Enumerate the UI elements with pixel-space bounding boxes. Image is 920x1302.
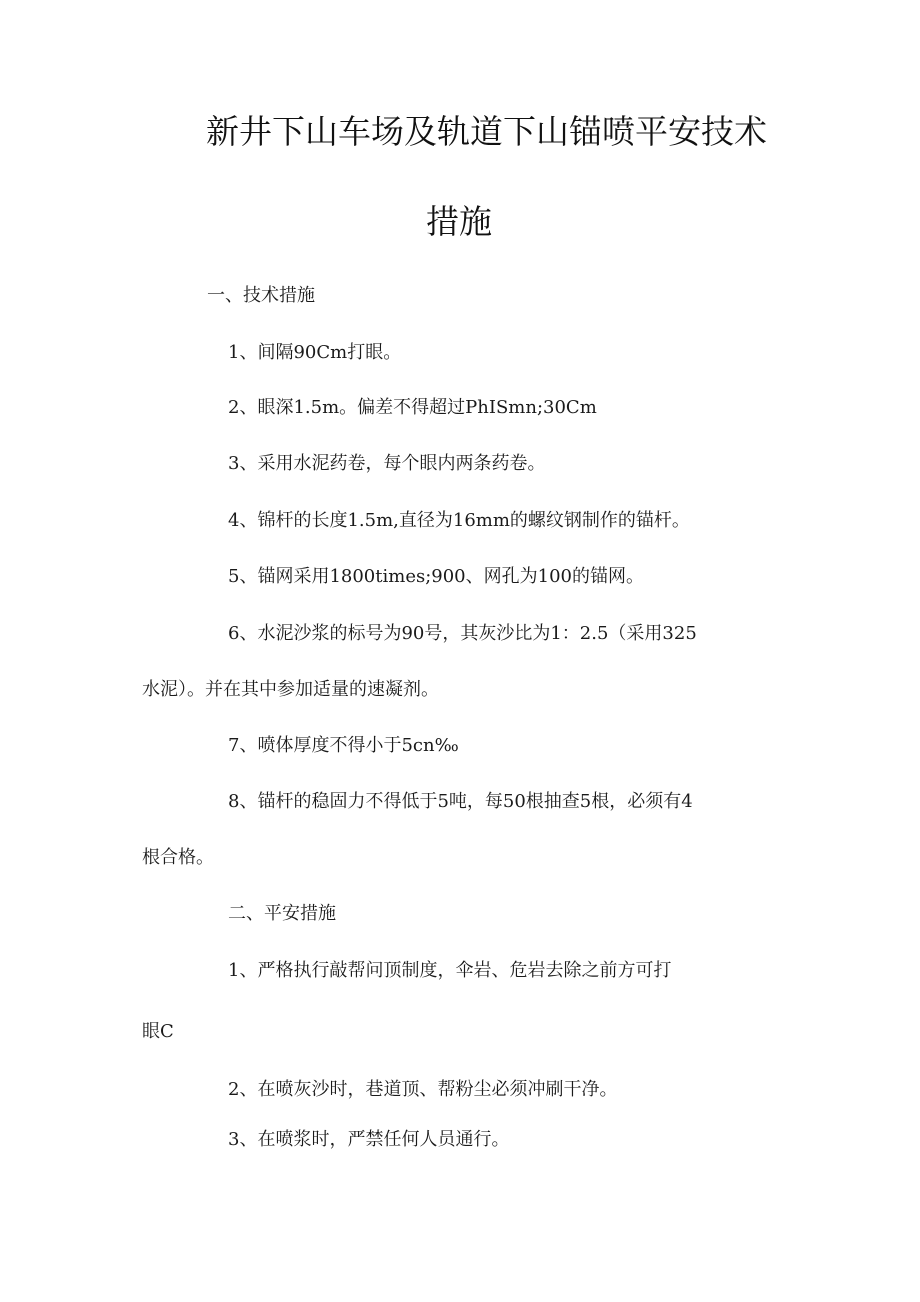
safety-item-1-continued: 眼C bbox=[142, 1021, 174, 1042]
section-heading-safety: 二、平安措施 bbox=[228, 903, 336, 924]
technical-item-2: 2、眼深1.5m。偏差不得超过PhISmn;30Cm bbox=[228, 397, 597, 418]
technical-item-6-continued: 水泥）。并在其中参加适量的速凝剂。 bbox=[142, 679, 439, 700]
safety-item-3: 3、在喷浆时，严禁任何人员通行。 bbox=[228, 1129, 510, 1150]
document-title-line-2: 措施 bbox=[426, 202, 492, 241]
document-title-line-1: 新井下山车场及轨道下山锚喷平安技术 bbox=[206, 112, 767, 151]
technical-item-4: 4、锦杆的长度1.5m,直径为16mm的螺纹钢制作的锚杆。 bbox=[228, 510, 690, 531]
technical-item-8: 8、锚杆的稳固力不得低于5吨，每50根抽查5根，必须有4 bbox=[228, 791, 693, 812]
technical-item-8-continued: 根合格。 bbox=[142, 847, 214, 868]
safety-item-2: 2、在喷灰沙时，巷道顶、帮粉尘必须冲刷干净。 bbox=[228, 1079, 618, 1100]
safety-item-1: 1、严格执行敲帮问顶制度，伞岩、危岩去除之前方可打 bbox=[228, 960, 672, 981]
technical-item-7: 7、喷体厚度不得小于5cn‰ bbox=[228, 735, 459, 756]
technical-item-5: 5、锚网采用1800times;900、网孔为100的锚网。 bbox=[228, 566, 644, 587]
section-heading-technical: 一、技术措施 bbox=[207, 285, 315, 306]
technical-item-1: 1、间隔90Cm打眼。 bbox=[228, 342, 402, 363]
technical-item-6: 6、水泥沙浆的标号为90号，其灰沙比为1：2.5（采用325 bbox=[228, 623, 697, 644]
technical-item-3: 3、采用水泥药卷，每个眼内两条药卷。 bbox=[228, 453, 546, 474]
